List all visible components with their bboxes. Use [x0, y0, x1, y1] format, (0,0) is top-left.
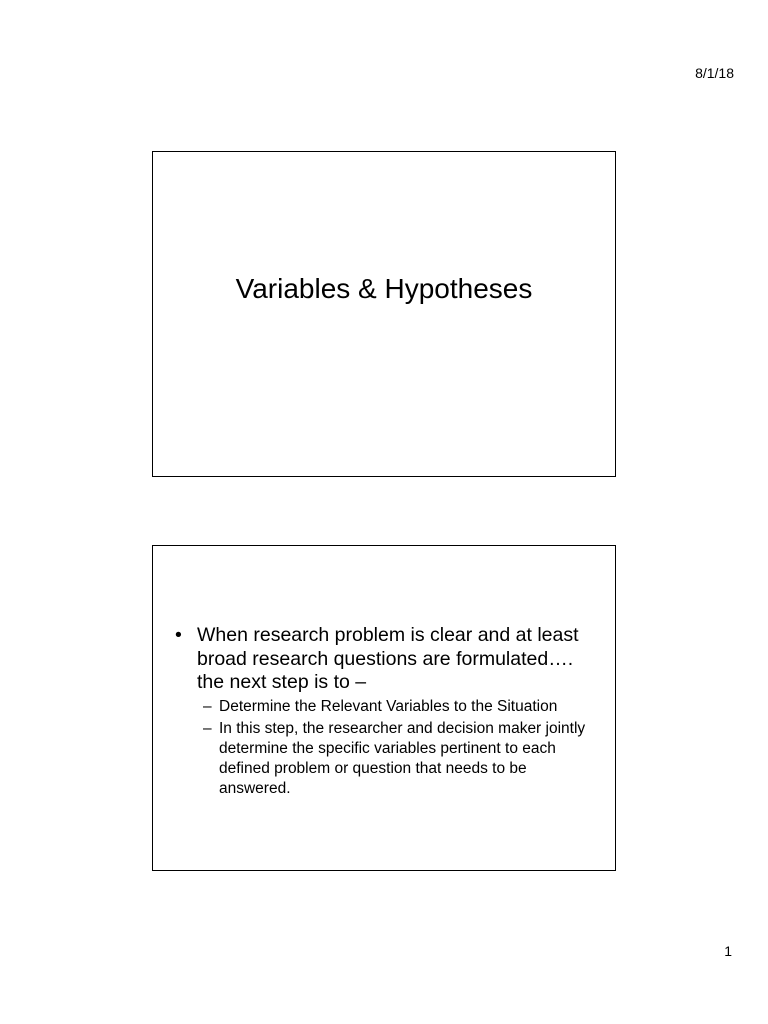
- slide-2: [152, 545, 616, 871]
- sub-bullet-text: In this step, the researcher and decision maker jointly determine the specific variables pertinent to each defined problem or question that needs to be answered.: [219, 719, 586, 797]
- sub-bullet-text: Determine the Relevant Variables to the Situation: [219, 697, 558, 715]
- slide-1: [152, 151, 616, 477]
- sub-bullet-marker: –: [203, 697, 212, 715]
- sub-bullet-list: [197, 697, 595, 799]
- page-number: 1: [724, 943, 732, 959]
- bullet-list: [175, 624, 595, 801]
- bullet-text: When research problem is clear and at least broad research questions are formulated…. the next step is to –: [197, 624, 579, 693]
- slide-title: Variables & Hypotheses: [235, 273, 533, 304]
- header-date: 8/1/18: [695, 65, 734, 81]
- bullet-item: [175, 624, 595, 799]
- sub-bullet-marker: –: [203, 719, 212, 737]
- bullet-marker: •: [175, 624, 182, 646]
- sub-bullet-item: [197, 719, 595, 799]
- sub-bullet-item: [197, 697, 595, 717]
